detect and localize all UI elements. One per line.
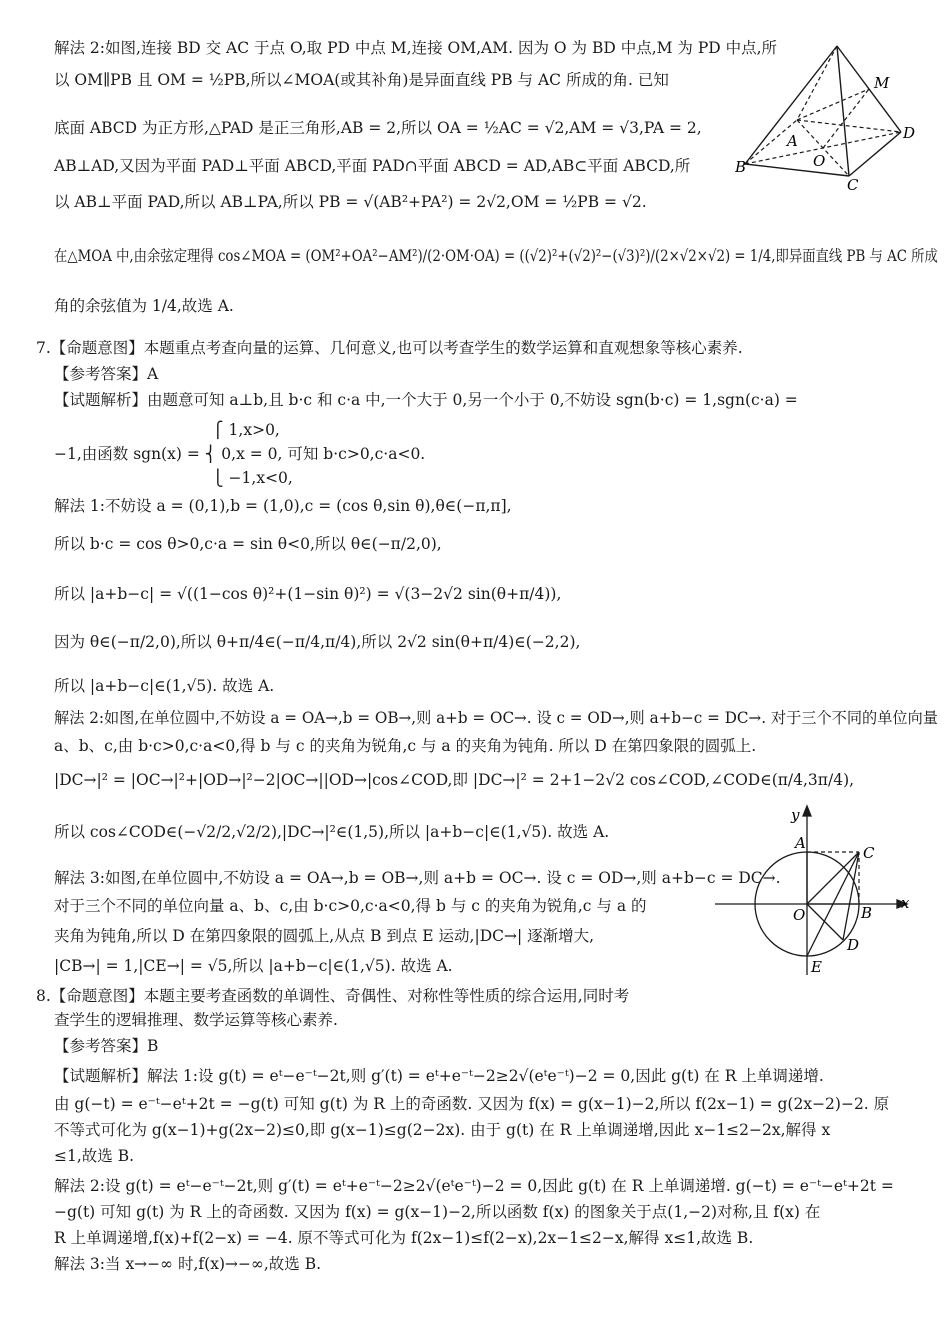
q7-s2-d: 所以 cos∠COD∈(−√2/2,√2/2),|DC→|²∈(1,5),所以 |a+b−c|∈(1,√5). 故选 A.: [54, 823, 610, 841]
q7-s2-b: a、b、c,由 b·c>0,c·a<0,得 b 与 c 的夹角为锐角,c 与 a 的夹角为钝角. 所以 D 在第四象限的圆弧上.: [54, 737, 757, 755]
label-y: y: [791, 806, 800, 824]
edge-PA: [797, 46, 837, 120]
q7-analysis1: 【试题解析】由题意可知 a⊥b,且 b·c 和 c·a 中,一个大于 0,另一个小于 0,不妨设 sgn(b·c) = 1,sgn(c·a) =: [54, 391, 798, 409]
edge-CD: [849, 132, 901, 176]
q6-line4: 以 AB⊥平面 PAD,所以 AB⊥PA,所以 PB = √(AB²+PA²) = 2√2,OM = ½PB = √2.: [54, 193, 647, 211]
q6-line5: 在△MOA 中,由余弦定理得 cos∠MOA = (OM²+OA²−AM²)/(2·OM·OA) = ((√2)²+(√2)²−(√3)²)/(2×√2×√2) = 1/4,即异面直线 PB 与 AC 所成: [54, 247, 938, 265]
label-E: E: [811, 958, 822, 976]
q7-s1-d: 因为 θ∈(−π/2,0),所以 θ+π/4∈(−π/4,π/4),所以 2√2 sin(θ+π/4)∈(−2,2),: [54, 633, 581, 651]
q7-s2-c: |DC→|² = |OC→|²+|OD→|²−2|OC→||OD→|cos∠COD,即 |DC→|² = 2+1−2√2 cos∠COD,∠COD∈(π/4,3π/4),: [54, 771, 855, 789]
q6-line3: AB⊥AD,又因为平面 PAD⊥平面 ABCD,平面 PAD∩平面 ABCD = AD,AB⊂平面 ABCD,所: [54, 157, 691, 175]
label-O: O: [813, 152, 826, 170]
edge-PC: [837, 46, 849, 176]
label-A: A: [787, 132, 798, 150]
q8-s2-b: −g(t) 可知 g(t) 为 R 上的奇函数. 又因为 f(x) = g(x−1)−2,所以函数 f(x) 的图象关于点(1,−2)对称,且 f(x) 在: [54, 1203, 821, 1221]
label-D: D: [847, 936, 860, 954]
seg-AM: [797, 89, 869, 120]
q6-line6: 角的余弦值为 1/4,故选 A.: [54, 297, 234, 315]
y-axis-arrow: [803, 806, 811, 816]
label-D: D: [903, 124, 916, 142]
label-B: B: [735, 158, 747, 176]
label-O: O: [793, 906, 806, 924]
edge-AD: [797, 120, 901, 132]
q7-s3-d: |CB→| = 1,|CE→| = √5,所以 |a+b−c|∈(1,√5). 故选 A.: [54, 957, 453, 975]
q8-s3-a: 解法 3:当 x→−∞ 时,f(x)→−∞,故选 B.: [54, 1255, 322, 1273]
q7-s1-b: 所以 b·c = cos θ>0,c·a = sin θ<0,所以 θ∈(−π/2,0),: [54, 535, 442, 553]
pyramid-figure: [735, 40, 920, 190]
q7-piece3: ⎩ −1,x<0,: [212, 469, 293, 487]
q8-s1-b: 由 g(−t) = e⁻ᵗ−eᵗ+2t = −g(t) 可知 g(t) 为 R 上的奇函数. 又因为 f(x) = g(x−1)−2,所以 f(2x−1) = g(2x−2)−2. 原: [54, 1095, 890, 1113]
label-C: C: [847, 176, 859, 190]
q7-s1-e: 所以 |a+b−c|∈(1,√5). 故选 A.: [54, 677, 275, 695]
label-x: x: [901, 894, 910, 912]
q7-s3-b: 对于三个不同的单位向量 a、b、c,由 b·c>0,c·a<0,得 b 与 c 的夹角为锐角,c 与 a 的: [54, 897, 647, 915]
vector-OD: [807, 904, 843, 940]
unit-circle-figure: [715, 800, 915, 980]
q7-heading: 7.【命题意图】本题重点考查向量的运算、几何意义,也可以考查学生的数学运算和直观想象等核心素养.: [36, 339, 743, 357]
label-A: A: [795, 834, 806, 852]
q7-s3-a: 解法 3:如图,在单位圆中,不妨设 a = OA→,b = OB→,则 a+b = OC→. 设 c = OD→,则 a+b−c = DC→.: [54, 869, 781, 887]
q7-piece1: ⎧ 1,x>0,: [212, 421, 280, 439]
q7-s2-a: 解法 2:如图,在单位圆中,不妨设 a = OA→,b = OB→,则 a+b = OC→. 设 c = OD→,则 a+b−c = DC→. 对于三个不同的单位向量: [54, 709, 938, 727]
edge-BC: [745, 164, 849, 176]
q6-line0: 解法 2:如图,连接 BD 交 AC 于点 O,取 PD 中点 M,连接 OM,AM. 因为 O 为 BD 中点,M 为 PD 中点,所: [54, 39, 778, 57]
q8-s1-c: 不等式可化为 g(x−1)+g(2x−2)≤0,即 g(x−1)≤g(2−2x). 由于 g(t) 在 R 上单调递增,因此 x−1≤2−2x,解得 x: [54, 1121, 831, 1139]
q8-s1-d: ≤1,故选 B.: [54, 1147, 135, 1165]
label-M: M: [874, 74, 890, 92]
label-C: C: [863, 844, 875, 862]
q8-heading1: 8.【命题意图】本题主要考查函数的单调性、奇偶性、对称性等性质的综合运用,同时考: [36, 987, 630, 1005]
q7-s1-c: 所以 |a+b−c| = √((1−cos θ)²+(1−sin θ)²) = √(3−2√2 sin(θ+π/4)),: [54, 585, 562, 603]
q8-heading2: 查学生的逻辑推理、数学运算等核心素养.: [54, 1011, 338, 1029]
q6-line2: 底面 ABCD 为正方形,△PAD 是正三角形,AB = 2,所以 OA = ½AC = √2,AM = √3,PA = 2,: [54, 119, 702, 137]
q7-answer: 【参考答案】A: [54, 365, 159, 383]
q7-s3-c: 夹角为钝角,所以 D 在第四象限的圆弧上,从点 B 到点 E 运动,|DC→| 逐渐增大,: [54, 927, 595, 945]
q6-line1: 以 OM∥PB 且 OM = ½PB,所以∠MOA(或其补角)是异面直线 PB 与 AC 所成的角. 已知: [54, 71, 669, 89]
q8-s2-c: R 上单调递增,f(x)+f(2−x) = −4. 原不等式可化为 f(2x−1)≤f(2−x),2x−1≤2−x,解得 x≤1,故选 B.: [54, 1229, 754, 1247]
q8-s2-a: 解法 2:设 g(t) = eᵗ−e⁻ᵗ−2t,则 g′(t) = eᵗ+e⁻ᵗ−2≥2√(eᵗe⁻ᵗ)−2 = 0,因此 g(t) 在 R 上单调递增. g(−t) = e⁻ᵗ−eᵗ+2t =: [54, 1177, 894, 1195]
q8-s1-a: 【试题解析】解法 1:设 g(t) = eᵗ−e⁻ᵗ−2t,则 g′(t) = eᵗ+e⁻ᵗ−2≥2√(eᵗe⁻ᵗ)−2 = 0,因此 g(t) 在 R 上单调递增.: [54, 1067, 824, 1085]
q7-analysis2: −1,由函数 sgn(x) = ⎨ 0,x = 0, 可知 b·c>0,c·a<0.: [54, 445, 426, 463]
q8-answer: 【参考答案】B: [54, 1037, 159, 1055]
label-B: B: [861, 904, 873, 922]
q7-s1-a: 解法 1:不妨设 a = (0,1),b = (1,0),c = (cos θ,sin θ),θ∈(−π,π],: [54, 497, 512, 515]
